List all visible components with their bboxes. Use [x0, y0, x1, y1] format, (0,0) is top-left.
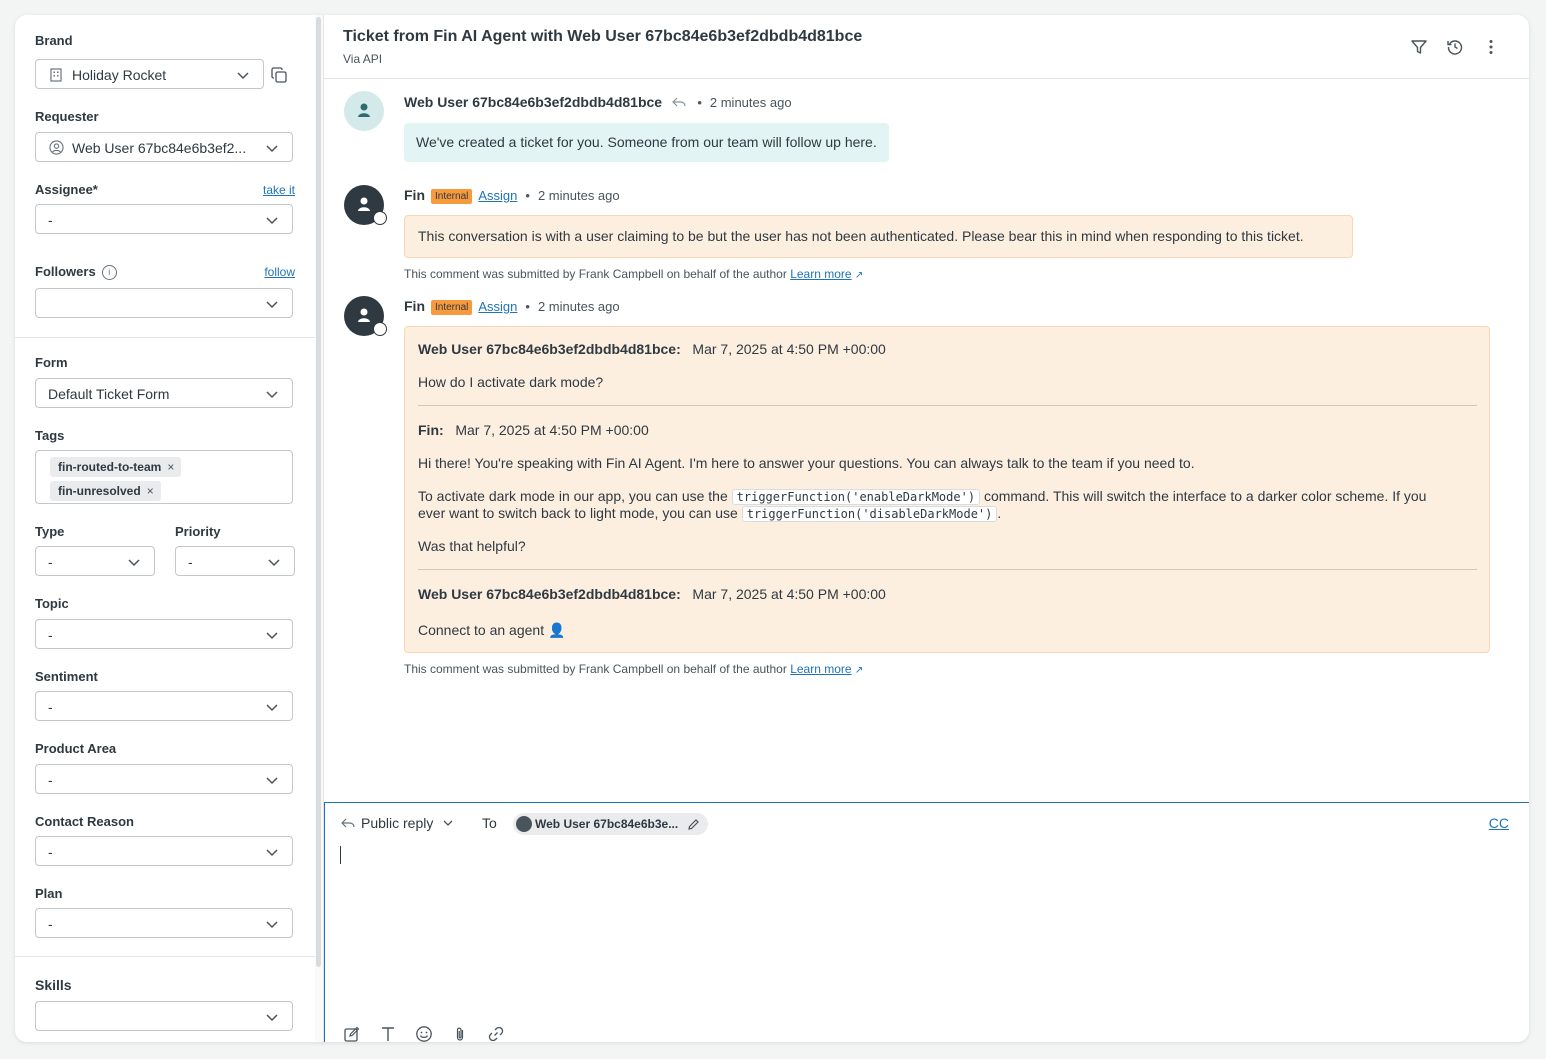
- remove-tag-icon[interactable]: ×: [146, 484, 154, 498]
- chevron-down-icon: [443, 819, 453, 827]
- external-link-icon: ↗: [854, 270, 864, 281]
- copy-icon[interactable]: [271, 67, 287, 83]
- message-bubble: We've created a ticket for you. Someone from our team will follow up here.: [404, 123, 889, 162]
- ticket-title: Ticket from Fin AI Agent with Web User 67bc84e6b3ef2dbdb4d81bce: [343, 28, 863, 45]
- reply-composer[interactable]: [324, 802, 1529, 1042]
- avatar[interactable]: [344, 91, 384, 131]
- message-meta: Fin Internal Assign • 2 minutes ago: [404, 298, 620, 314]
- chevron-down-icon: [266, 388, 278, 400]
- contact-reason-label: Contact Reason: [35, 814, 134, 829]
- scrollbar-thumb[interactable]: [316, 17, 321, 967]
- section-divider: [15, 337, 315, 338]
- filter-icon[interactable]: [1410, 38, 1428, 56]
- topic-value: -: [48, 627, 53, 643]
- followers-label: Followers i: [35, 264, 117, 280]
- brand-select[interactable]: [35, 59, 264, 89]
- reply-icon: [672, 96, 686, 108]
- to-label: To: [482, 815, 497, 831]
- remove-tag-icon[interactable]: ×: [167, 460, 175, 474]
- form-value: Default Ticket Form: [48, 386, 170, 402]
- avatar: [516, 816, 532, 832]
- skills-label: Skills: [35, 977, 72, 993]
- transcript-text: Hi there! You're speaking with Fin AI Agent. I'm here to answer your questions. You can always talk to the team if you need to.: [418, 455, 1195, 471]
- headset-icon: [373, 322, 387, 336]
- priority-value: -: [188, 554, 193, 570]
- chevron-down-icon: [128, 556, 140, 568]
- sentiment-label: Sentiment: [35, 669, 98, 684]
- plan-label: Plan: [35, 886, 63, 901]
- link-icon[interactable]: [487, 1025, 505, 1042]
- plan-value: -: [48, 916, 53, 932]
- text-format-icon[interactable]: [379, 1025, 397, 1042]
- product-area-label: Product Area: [35, 741, 117, 756]
- transcript-bubble: [404, 326, 1490, 653]
- assignee-value: -: [48, 212, 53, 228]
- brand-label: Brand: [35, 33, 73, 48]
- take-it-link[interactable]: take it: [262, 183, 295, 197]
- compose-icon[interactable]: [343, 1025, 361, 1042]
- section-divider: [15, 956, 315, 957]
- recipient-chip[interactable]: Web User 67bc84e6b3e...: [513, 813, 708, 835]
- tags-input[interactable]: [35, 450, 293, 504]
- chevron-down-icon: [266, 214, 278, 226]
- user-icon: [357, 102, 371, 119]
- message-bubble: This conversation is with a user claiming to be but the user has not been authenticated. Please bear this in mind when responding to this ticket.: [404, 215, 1353, 258]
- user-icon: [357, 307, 371, 324]
- code-snippet: triggerFunction('enableDarkMode'): [732, 489, 980, 505]
- assign-link[interactable]: Assign: [478, 188, 518, 203]
- followers-select[interactable]: [35, 288, 293, 318]
- transcript-entry-header: Fin: Mar 7, 2025 at 4:50 PM +00:00: [418, 422, 649, 438]
- type-value: -: [48, 554, 53, 570]
- app-shell: [15, 15, 1529, 1042]
- building-icon: [50, 68, 62, 82]
- type-label: Type: [35, 524, 65, 539]
- chevron-down-icon: [266, 1011, 278, 1023]
- form-select[interactable]: [35, 378, 293, 408]
- message-meta: Web User 67bc84e6b3ef2dbdb4d81bce • 2 minutes ago: [404, 94, 792, 110]
- user-icon: [357, 196, 371, 213]
- transcript-divider: [418, 569, 1477, 570]
- plan-select[interactable]: [35, 908, 293, 938]
- headset-icon: [373, 211, 387, 225]
- attachment-icon[interactable]: [451, 1025, 469, 1042]
- chevron-down-icon: [237, 69, 249, 81]
- transcript-text: How do I activate dark mode?: [418, 374, 604, 390]
- message-time: 2 minutes ago: [537, 299, 620, 314]
- chevron-down-icon: [268, 556, 280, 568]
- sidebar-scrollbar[interactable]: [315, 15, 323, 1042]
- product-area-select[interactable]: [35, 764, 293, 794]
- skills-select[interactable]: [35, 1001, 293, 1031]
- info-icon[interactable]: i: [102, 265, 117, 280]
- author-name[interactable]: Fin: [404, 298, 425, 314]
- cc-link[interactable]: CC: [1488, 815, 1509, 831]
- transcript-text: Was that helpful?: [418, 538, 526, 554]
- chevron-down-icon: [266, 918, 278, 930]
- reply-mode-dropdown[interactable]: Public reply: [341, 815, 453, 831]
- author-name[interactable]: Fin: [404, 187, 425, 203]
- message-meta: Fin Internal Assign • 2 minutes ago: [404, 187, 620, 203]
- priority-select[interactable]: [175, 546, 295, 576]
- chevron-down-icon: [266, 298, 278, 310]
- sentiment-select[interactable]: [35, 691, 293, 721]
- brand-value: Holiday Rocket: [72, 67, 167, 83]
- chevron-down-icon: [266, 629, 278, 641]
- transcript-entry-header: Web User 67bc84e6b3ef2dbdb4d81bce: Mar 7, 2025 at 4:50 PM +00:00: [418, 586, 886, 602]
- code-snippet: triggerFunction('disableDarkMode'): [742, 506, 998, 522]
- message-time: 2 minutes ago: [709, 95, 792, 110]
- follow-link[interactable]: follow: [264, 265, 295, 279]
- contact-reason-select[interactable]: [35, 836, 293, 866]
- ticket-properties-sidebar: [15, 15, 315, 1042]
- chevron-down-icon: [266, 774, 278, 786]
- internal-badge: Internal: [431, 300, 472, 315]
- assignee-select[interactable]: [35, 204, 293, 234]
- transcript-text: ever want to switch back to light mode, you can use triggerFunction('disableDarkMode') .: [418, 505, 1002, 521]
- chevron-down-icon: [266, 701, 278, 713]
- form-label: Form: [35, 355, 68, 370]
- emoji-icon[interactable]: [415, 1025, 433, 1042]
- topic-label: Topic: [35, 596, 69, 611]
- transcript-entry-header: Web User 67bc84e6b3ef2dbdb4d81bce: Mar 7, 2025 at 4:50 PM +00:00: [418, 341, 886, 357]
- history-icon[interactable]: [1446, 38, 1464, 56]
- behalf-note: This comment was submitted by Frank Campbell on behalf of the author Learn more ↗: [404, 267, 864, 281]
- assign-link[interactable]: Assign: [478, 299, 518, 314]
- contact-reason-value: -: [48, 844, 53, 860]
- user-circle-icon: [49, 140, 64, 155]
- author-name[interactable]: Web User 67bc84e6b3ef2dbdb4d81bce: [404, 94, 663, 110]
- reply-icon: [341, 817, 355, 829]
- sentiment-value: -: [48, 699, 53, 715]
- internal-badge: Internal: [431, 189, 472, 204]
- learn-more-link[interactable]: Learn more: [790, 662, 852, 676]
- product-area-value: -: [48, 772, 53, 788]
- requester-select[interactable]: [35, 132, 293, 162]
- conversation-panel: [324, 15, 1529, 1042]
- tag-chip[interactable]: fin-routed-to-team ×: [50, 457, 181, 477]
- tags-label: Tags: [35, 428, 65, 443]
- tag-chip[interactable]: fin-unresolved ×: [50, 481, 161, 501]
- behalf-note: This comment was submitted by Frank Campbell on behalf of the author Learn more ↗: [404, 662, 864, 676]
- edit-pencil-icon[interactable]: [687, 818, 700, 831]
- priority-label: Priority: [175, 524, 221, 539]
- text-cursor: [340, 846, 341, 864]
- assignee-label: Assignee*: [35, 182, 98, 197]
- more-options-icon[interactable]: [1482, 38, 1500, 56]
- chevron-down-icon: [266, 846, 278, 858]
- header-divider: [324, 78, 1529, 79]
- external-link-icon: ↗: [854, 665, 864, 676]
- requester-label: Requester: [35, 109, 99, 124]
- transcript-text: To activate dark mode in our app, you can use the triggerFunction('enableDarkMode') command. This will switch the interface to a darker color scheme. If you: [418, 488, 1427, 504]
- requester-value: Web User 67bc84e6b3ef2...: [72, 140, 247, 156]
- chevron-down-icon: [266, 142, 278, 154]
- ticket-channel: Via API: [343, 52, 383, 66]
- learn-more-link[interactable]: Learn more: [790, 267, 852, 281]
- transcript-divider: [418, 405, 1477, 406]
- message-time: 2 minutes ago: [537, 188, 620, 203]
- transcript-text: Connect to an agent 👤: [418, 622, 566, 638]
- topic-select[interactable]: [35, 619, 293, 649]
- type-select[interactable]: [35, 546, 155, 576]
